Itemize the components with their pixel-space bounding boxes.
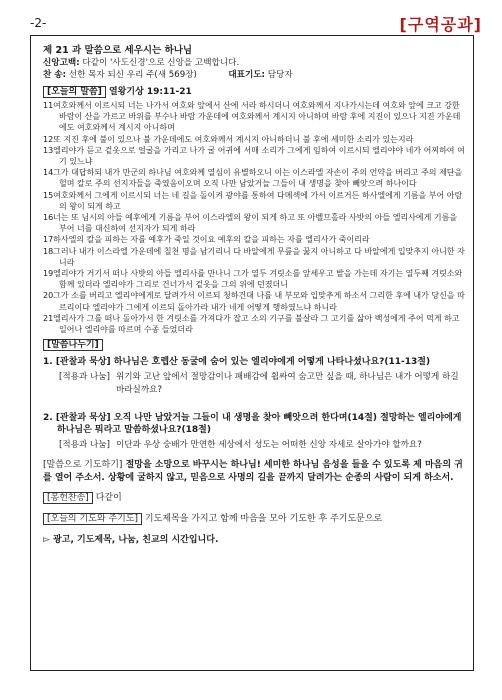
verse-21: 21엘리사가 그를 떠나 돌아가서 한 겨릿소를 가져다가 잡고 소의 기구를 불살라 그 고기를 삶아 백성에게 주어 먹게 하고 일어나 엘리야를 따르며 수종 들었더라 bbox=[43, 313, 460, 335]
reading-reference: 열왕기상 19:11-21 bbox=[108, 87, 192, 97]
creed-line bbox=[43, 57, 465, 69]
verse-16: 16너는 또 님시의 아들 예후에게 기름을 부어 이스라엘의 왕이 되게 하고 또 아벨므홀라 사밧의 아들 엘리사에게 기름을 부어 너를 대신하여 선지자가 되게 하라 bbox=[43, 213, 458, 234]
prayer-leader-label: 대표기도: bbox=[228, 70, 265, 80]
section-tag: [구역공과] bbox=[399, 15, 482, 34]
application-1-tag: [적용과 나눔] bbox=[59, 372, 110, 383]
question-2: 2. [관찰과 묵상] 오직 나만 남았거늘 그들이 내 생명을 찾아 빼앗으려 한다며(14절) 절망하는 엘리야에게 하나님은 뭐라고 말씀하셨나요?(18절) bbox=[43, 412, 462, 436]
lesson-title: 제 21 과 말씀으로 세우시는 하나님 bbox=[43, 45, 193, 56]
verse-20: 20그가 소를 버리고 엘리야에게로 달려가서 이르되 청하건대 나를 내 부모와 입맞추게 하소서 그리한 후에 내가 당신을 따르리이다 엘리야가 그에게 이르되 돌아가라 내가 네게 어떻게 행하였느냐 하니라 bbox=[43, 291, 465, 312]
closing-note: ▻ 광고, 기도제목, 나눔, 친교의 시간입니다. bbox=[43, 535, 219, 546]
today-prayer bbox=[43, 513, 465, 526]
question-1: 1. [관찰과 묵상] 하나님은 호렙산 동굴에 숨어 있는 엘리야에게 어떻게 나타나셨나요?(11-13절) bbox=[43, 357, 431, 368]
scripture-prayer-tag: [말씀으로 기도하기] bbox=[43, 460, 123, 471]
application-2-text: 이단과 우상 숭배가 만연한 세상에서 성도는 어떠한 신앙 자세로 살아가야 할까요? bbox=[115, 440, 422, 451]
prayer-leader-text: 담당자 bbox=[267, 70, 293, 80]
page-number: -2- bbox=[30, 16, 47, 30]
today-prayer-tag: [오늘의 기도와 주기도] bbox=[43, 513, 142, 525]
sharing-header bbox=[43, 339, 465, 352]
application-2-tag: [적용과 나눔] bbox=[59, 440, 110, 451]
verse-19: 19엘리야가 거기서 떠나 사밧의 아들 엘리사를 만나니 그가 열두 겨릿소를 앞세우고 밭을 가는데 자기는 열두째 겨릿소와 함께 있더라 엘리야가 그리로 건너가서 겉옷을 그의 위에 던졌더니 bbox=[43, 269, 463, 290]
scripture-prayer bbox=[43, 459, 465, 484]
creed-label: 신앙고백: bbox=[43, 58, 80, 68]
verse-13: 13엘리야가 듣고 겉옷으로 얼굴을 가리고 나가 굴 어귀에 서매 소리가 그에게 임하여 이르시되 엘리야야 네가 어찌하여 여기 있느냐 bbox=[43, 145, 465, 167]
sharing-label: [말씀나누기] bbox=[43, 339, 103, 351]
hymn-text: 선한 목자 되신 우리 주(새 569장) bbox=[68, 70, 197, 80]
application-1-text: 위기와 고난 앞에서 절망감이나 패배감에 휩싸여 숨고만 싶을 때, 하나님은 내가 어떻게 하길 바라실까요? bbox=[115, 372, 459, 395]
application-2 bbox=[59, 439, 465, 451]
hymn-label: 찬 송: bbox=[43, 70, 67, 80]
lesson-frame bbox=[30, 35, 474, 671]
verse-15: 15여호와께서 그에게 이르시되 너는 네 길을 돌이켜 광야를 통하여 다메섹에 가서 이르거든 하사엘에게 기름을 부어 아람의 왕이 되게 하고 bbox=[43, 190, 463, 211]
offering-text: 다같이 bbox=[95, 493, 122, 504]
verse-18: 18그러나 내가 이스라엘 가운데에 칠천 명을 남기리니 다 바알에게 무릎을 꿇지 아니하고 다 바알에게 입맞추지 아니한 자니라 bbox=[43, 246, 465, 267]
offering-hymn bbox=[43, 492, 465, 505]
hymn-line bbox=[43, 69, 465, 81]
offering-tag: [봉헌찬송] bbox=[43, 492, 93, 504]
verse-12: 12또 지진 후에 불이 있으나 불 가운데에도 여호와께서 계시지 아니하더니 불 후에 세미한 소리가 있는지라 bbox=[43, 134, 414, 144]
verse-11: 11여호와께서 이르시되 너는 나가서 여호와 앞에서 산에 서라 하시더니 여호와께서 지나가시는데 여호와 앞에 크고 강한 바람이 산을 가르고 바위를 부수나 바람 가운데에 여호와께서 계시지 아니하며 바람 후에 지진이 있으나 지진 가운데에도 여호와께서 계시지 아니하며 bbox=[43, 101, 461, 133]
scripture-verses bbox=[43, 100, 465, 335]
creed-text: 다같이 '사도신경'으로 신앙을 고백합니다. bbox=[82, 58, 240, 68]
reading-label: [오늘의 말씀] bbox=[43, 86, 106, 98]
application-1 bbox=[59, 371, 465, 395]
verse-17: 17하사엘의 칼을 피하는 자를 예후가 죽일 것이요 예후의 칼을 피하는 자를 엘리사가 죽이리라 bbox=[43, 235, 370, 245]
reading-header bbox=[43, 86, 465, 99]
verse-14: 14그가 대답하되 내가 만군의 하나님 여호와께 열심이 유별하오니 이는 이스라엘 자손이 주의 언약을 버리고 주의 제단을 헐며 칼로 주의 선지자들을 죽였음이오며 오직 나만 남았거늘 그들이 내 생명을 찾아 빼앗으려 하나이다 bbox=[43, 168, 463, 189]
scripture-prayer-text: 절망을 소망으로 바꾸시는 하나님! 세미한 하나님 음성을 들을 수 있도록 제 마음의 귀를 열어 주소서. 상황에 굴하지 않고, 믿음으로 사명의 길을 끝까지 달려가는 순종의 사람이 되게 하소서. bbox=[43, 460, 463, 483]
today-prayer-text: 기도제목을 가지고 함께 마음을 모아 기도한 후 주기도문으로 bbox=[144, 514, 383, 525]
